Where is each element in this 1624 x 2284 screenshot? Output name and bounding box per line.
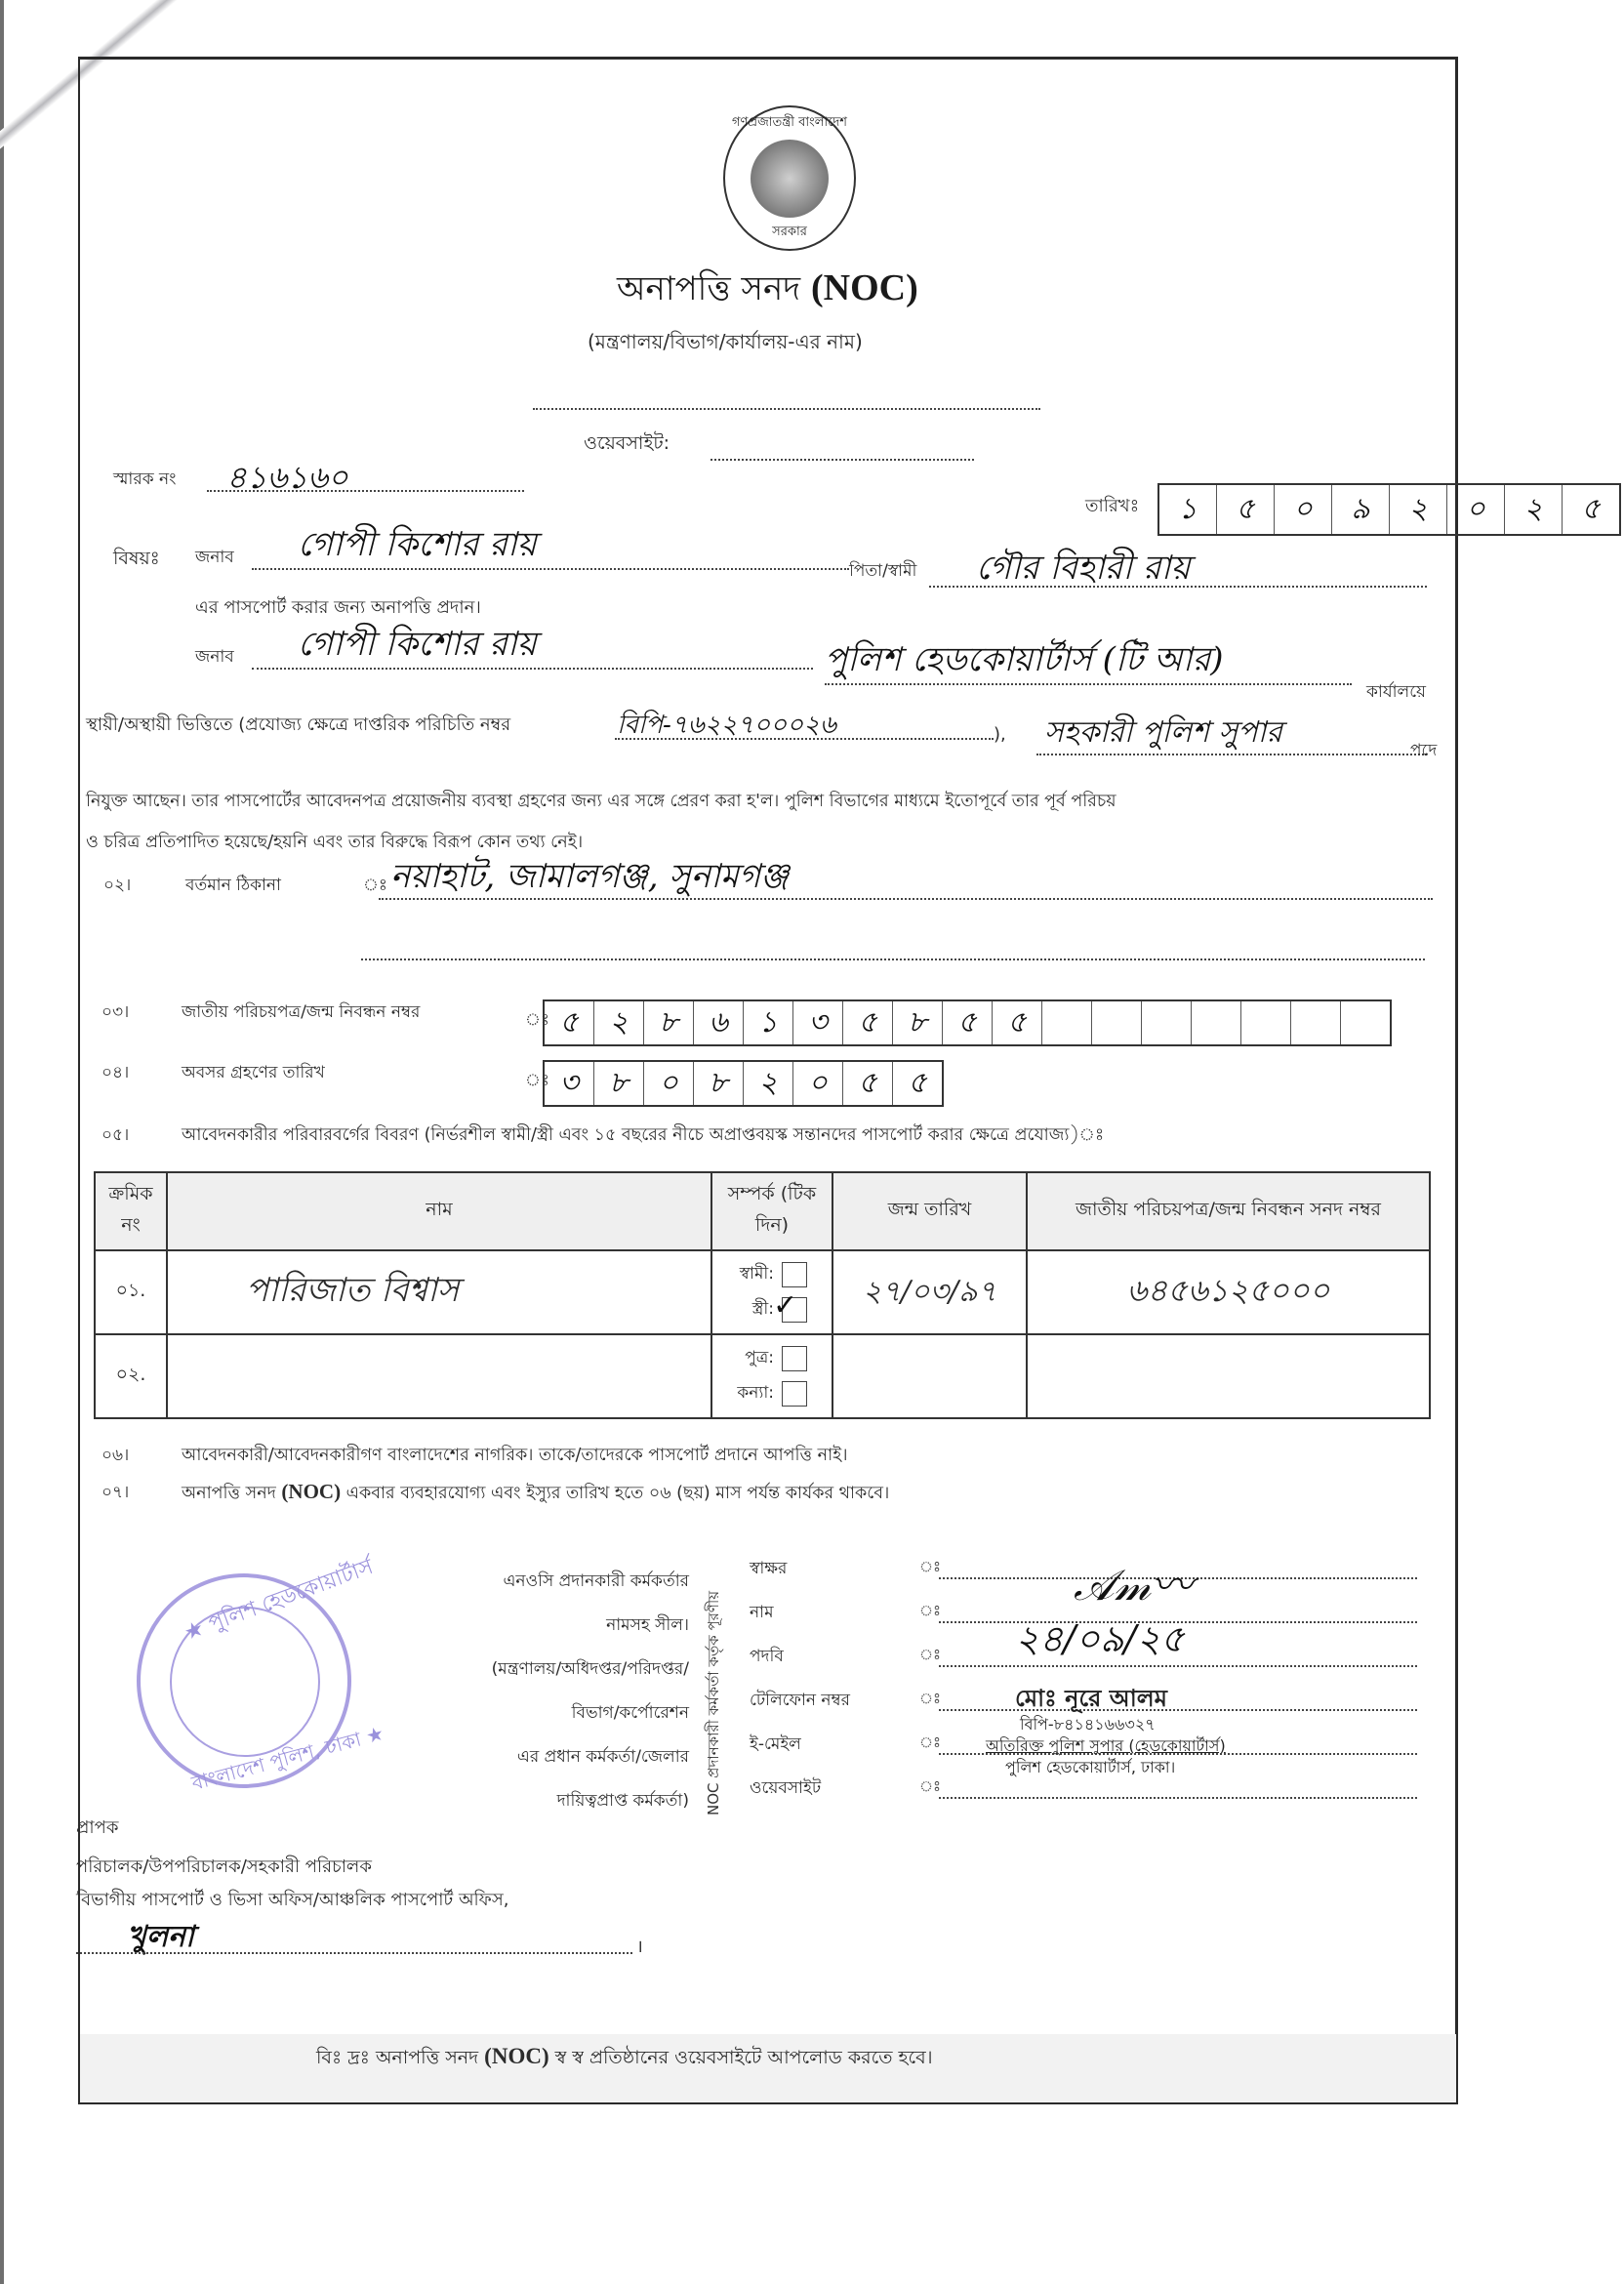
- date-label: তারিখঃ: [1085, 496, 1140, 516]
- retirement-digit-box[interactable]: ৩: [545, 1062, 594, 1105]
- table-row: [95, 1334, 1430, 1418]
- nid-digit-box[interactable]: ৫: [993, 1001, 1042, 1044]
- nid-num: ০৩।: [102, 1002, 130, 1022]
- daughter-checkbox[interactable]: [782, 1381, 807, 1407]
- body-paragraph: নিযুক্ত আছেন। তার পাসপোর্টের আবেদনপত্র প্রয়োজনীয় ব্যবস্থা গ্রহণের জন্য এর সঙ্গে প্রেরণ করা হ'ল। পুলিশ বিভাগের মাধ্যমে ইতোপূর্বে তার পূর্ব পরিচয়: [86, 792, 1116, 811]
- nid-digit-box[interactable]: [1142, 1001, 1192, 1044]
- validity-abbrev: (NOC): [281, 1480, 342, 1503]
- police-hq-stamp-icon: [137, 1554, 386, 1795]
- website-label: ওয়েবসাইট:: [584, 432, 670, 454]
- retirement-digit-box[interactable]: ৮: [594, 1062, 644, 1105]
- relation-label: স্ত্রী:: [751, 1299, 774, 1319]
- date-digit-box[interactable]: ২: [1505, 485, 1563, 534]
- validity-pre: অনাপত্তি সনদ: [182, 1484, 276, 1503]
- address-num: ০২।: [103, 876, 132, 895]
- scan-edge: [0, 0, 4, 2284]
- issuer-description-line: বিভাগ/কর্পোরেশন: [571, 1703, 689, 1723]
- citizenship-num: ০৬।: [102, 1446, 130, 1465]
- body-applicant-name[interactable]: গোপী কিশোর রায়: [298, 625, 537, 664]
- issuer-field-colon: ঃ: [919, 1777, 942, 1795]
- retirement-label: অবসর গ্রহণের তারিখ: [182, 1063, 325, 1082]
- website-field[interactable]: [710, 459, 974, 461]
- family-intro-text: আবেদনকারীর পরিবারবর্গের বিবরণ (নির্ভরশীল স্বামী/স্ত্রী এবং ১৫ বছরের নীচে অপ্রাপ্তবয়স্ক সন্তানদের পাসপোর্ট করার ক্ষেত্রে প্রযোজ্য)ঃ: [182, 1125, 1105, 1145]
- recipient-end: ।: [636, 1937, 643, 1957]
- memo-number[interactable]: ৪১৬১৬০: [226, 459, 348, 496]
- nid-digit-box[interactable]: [1291, 1001, 1341, 1044]
- husband-checkbox[interactable]: [782, 1262, 807, 1287]
- designation-suffix: পদে: [1410, 741, 1438, 760]
- issuer-field-label: পদবি: [750, 1647, 784, 1666]
- row-serial: ০১.: [95, 1250, 167, 1334]
- signature: 𝒜𝓂〰: [1074, 1561, 1194, 1611]
- validity-post: একবার ব্যবহারযোগ্য এবং ইস্যুর তারিখ হতে ০৬ (ছয়) মাস পর্যন্ত কার্যকর থাকবে।: [345, 1484, 890, 1503]
- date-digit-box[interactable]: ৫: [1217, 485, 1275, 534]
- row-serial: ০২.: [95, 1334, 167, 1418]
- issuer-field-label: নাম: [750, 1603, 774, 1622]
- official-id[interactable]: বিপি-৭৬২২৭০০০২৬: [617, 711, 836, 740]
- government-emblem-icon: [723, 105, 856, 251]
- retirement-digit-box[interactable]: ০: [793, 1062, 843, 1105]
- issuer-field-colon: ঃ: [919, 1733, 942, 1751]
- title-bangla: অনাপত্তি সনদ: [617, 269, 801, 308]
- row-dob[interactable]: [832, 1334, 1027, 1418]
- row-name[interactable]: পারিজাত বিশ্বাস: [167, 1250, 711, 1334]
- date-boxes[interactable]: [1157, 483, 1621, 536]
- nid-digit-box[interactable]: ৫: [843, 1001, 893, 1044]
- emblem-top-text: গণপ্রজাতন্ত্রী বাংলাদেশ: [732, 115, 847, 130]
- issuer-description-line: দায়িত্বপ্রাপ্ত কর্মকর্তা): [556, 1791, 689, 1811]
- validity-text: [182, 1480, 889, 1509]
- relation-husband: [713, 1257, 831, 1292]
- issuer-description-line: (মন্ত্রণালয়/অধিদপ্তর/পরিদপ্তর/: [491, 1659, 689, 1679]
- father-label: পিতা/স্বামী: [849, 561, 917, 581]
- footer-note-abbrev: (NOC): [484, 2044, 549, 2068]
- issuer-field-colon: ঃ: [919, 1602, 942, 1619]
- issuer-field-colon: ঃ: [919, 1690, 942, 1707]
- issuer-description-line: নামসহ সীল।: [606, 1615, 689, 1635]
- date-digit-box[interactable]: ০: [1447, 485, 1505, 534]
- son-checkbox[interactable]: [782, 1346, 807, 1371]
- address-value[interactable]: নয়াহাট, জামালগঞ্জ, সুনামগঞ্জ: [390, 857, 790, 896]
- page-title: [617, 264, 918, 319]
- address-second-line[interactable]: [361, 958, 1425, 960]
- retirement-digit-box[interactable]: ৫: [843, 1062, 893, 1105]
- stamp-bottom-text: বাংলাদেশ পুলিশ, ঢাকা ★: [188, 1721, 386, 1795]
- retirement-digit-box[interactable]: ২: [744, 1062, 793, 1105]
- checkmark-icon: ✓: [773, 1288, 798, 1323]
- mr-label: জনাব: [195, 548, 234, 567]
- recipient-line1: পরিচালক/উপপরিচালক/সহকারী পরিচালক: [76, 1856, 372, 1877]
- nid-label: জাতীয় পরিচয়পত্র/জন্ম নিবন্ধন নম্বর: [182, 1002, 421, 1022]
- nid-boxes[interactable]: [543, 999, 1392, 1046]
- designation[interactable]: সহকারী পুলিশ সুপার: [1044, 715, 1282, 750]
- close-paren: ),: [994, 724, 1006, 745]
- date-digit-box[interactable]: ১: [1159, 485, 1217, 534]
- issuer-description: [492, 1560, 689, 1823]
- relation-label: স্বামী:: [739, 1264, 774, 1284]
- issuer-description-line: এনওসি প্রদানকারী কর্মকর্তার: [503, 1571, 689, 1591]
- relation-wife: [713, 1288, 831, 1327]
- header-relation: সম্পর্ক (টিক দিন): [711, 1172, 832, 1250]
- family-table: [94, 1171, 1431, 1419]
- issuer-field-label: স্বাক্ষর: [750, 1559, 788, 1578]
- relation-label: পুত্র:: [745, 1348, 774, 1367]
- subject-label: বিষয়ঃ: [113, 548, 160, 569]
- nid-digit-box[interactable]: ২: [594, 1001, 644, 1044]
- address-label: বর্তমান ঠিকানা: [185, 876, 281, 895]
- header-nid: জাতীয় পরিচয়পত্র/জন্ম নিবন্ধন সনদ নম্বর: [1027, 1172, 1430, 1250]
- validity-num: ০৭।: [102, 1483, 130, 1502]
- row-nid[interactable]: [1027, 1334, 1430, 1418]
- recipient-line2: বিভাগীয় পাসপোর্ট ও ভিসা অফিস/আঞ্চলিক পাসপোর্ট অফিস,: [76, 1890, 509, 1910]
- header-name: নাম: [167, 1172, 711, 1250]
- row-relation: [711, 1334, 832, 1418]
- relation-son: [713, 1341, 831, 1376]
- citizenship-text: আবেদনকারী/আবেদনকারীগণ বাংলাদেশের নাগরিক। তাকে/তাদেরকে পাসপোর্ট প্রদানে আপত্তি নাই।: [182, 1446, 848, 1465]
- signature-date: ২৪/০৯/২৫: [1015, 1617, 1185, 1660]
- header-dob: জন্ম তারিখ: [832, 1172, 1027, 1250]
- date-digit-box[interactable]: ০: [1275, 485, 1332, 534]
- nid-digit-box[interactable]: ৮: [644, 1001, 694, 1044]
- retirement-colon: ঃ: [525, 1071, 549, 1090]
- applicant-name[interactable]: গোপী কিশোর রায়: [298, 525, 537, 564]
- relation-label: কন্যা:: [737, 1383, 774, 1403]
- retirement-num: ০৪।: [102, 1063, 130, 1082]
- ministry-name-field[interactable]: [533, 408, 1040, 410]
- nid-digit-box[interactable]: ৬: [694, 1001, 744, 1044]
- seal-designation: অতিরিক্ত পুলিশ সুপার (হেডকোয়ার্টার্স): [986, 1736, 1226, 1755]
- date-digit-box[interactable]: ৫: [1581, 491, 1601, 526]
- recipient-city[interactable]: খুলনা: [127, 1920, 194, 1954]
- row-relation: [711, 1250, 832, 1334]
- date-digit-box[interactable]: ৯: [1332, 485, 1390, 534]
- nid-digit-box[interactable]: [1092, 1001, 1142, 1044]
- issuer-field-input[interactable]: [939, 1709, 1417, 1711]
- retirement-digit-box[interactable]: ০: [644, 1062, 694, 1105]
- nid-digit-box[interactable]: ৫: [545, 1001, 594, 1044]
- family-table-header: [95, 1172, 1430, 1250]
- office-suffix: কার্যালয়ে: [1366, 682, 1427, 702]
- nid-digit-box[interactable]: ১: [744, 1001, 793, 1044]
- nid-digit-box[interactable]: [1042, 1001, 1092, 1044]
- retirement-digit-box[interactable]: ৫: [908, 1065, 927, 1100]
- table-row: [95, 1250, 1430, 1334]
- row-nid[interactable]: ৬৪৫৬১২৫০০০: [1027, 1250, 1430, 1334]
- relation-daughter: [713, 1376, 831, 1411]
- retirement-digit-box[interactable]: ৮: [694, 1062, 744, 1105]
- nid-digit-box[interactable]: ৩: [793, 1001, 843, 1044]
- father-name[interactable]: গৌর বিহারী রায়: [976, 549, 1191, 588]
- header-serial: ক্রমিক নং: [95, 1172, 167, 1250]
- footer-note: [316, 2044, 933, 2075]
- emblem-bottom-text: সরকার: [772, 224, 807, 239]
- nid-colon: ঃ: [525, 1010, 549, 1030]
- recipient-label: প্রাপক: [76, 1817, 119, 1838]
- issuer-field-label: টেলিফোন নম্বর: [750, 1691, 850, 1710]
- stamp-top-text: ★ পুলিশ হেডকোয়ার্টার্স: [181, 1554, 377, 1647]
- vertical-fill-label: NOC প্রদানকারী কর্মকর্তা কর্তৃক পূরণীয়: [705, 1590, 722, 1815]
- nid-digit-box[interactable]: [1192, 1001, 1241, 1044]
- nid-digit-box[interactable]: ৫: [943, 1001, 993, 1044]
- issuer-description-line: এর প্রধান কর্মকর্তা/জেলার: [516, 1747, 689, 1767]
- address-colon: ঃ: [363, 876, 387, 895]
- family-intro-num: ০৫।: [102, 1125, 130, 1145]
- nid-digit-box[interactable]: [1341, 1001, 1390, 1044]
- title-abbrev: (NOC): [810, 267, 918, 308]
- footer-note-post: স্ব স্ব প্রতিষ্ঠানের ওয়েবসাইটে আপলোড করতে হবে।: [554, 2047, 933, 2068]
- issuer-field-colon: ঃ: [919, 1558, 942, 1575]
- seal-office: পুলিশ হেডকোয়ার্টার্স, ঢাকা।: [1005, 1758, 1176, 1776]
- seal-id: বিপি-৮৪১৪১৬৬৩২৭: [1020, 1715, 1156, 1733]
- retirement-date-boxes[interactable]: [543, 1060, 944, 1107]
- wife-checkbox[interactable]: [773, 1288, 807, 1323]
- issuer-field-input[interactable]: [939, 1797, 1417, 1799]
- nid-digit-box[interactable]: [1241, 1001, 1291, 1044]
- recipient-dotline: [76, 1952, 632, 1954]
- body-mr-label: জনাব: [195, 647, 234, 667]
- purpose-text: এর পাসপোর্ট করার জন্য অনাপত্তি প্রদান।: [195, 597, 481, 618]
- body-paragraph-cont: ও চরিত্র প্রতিপাদিত হয়েছে/হয়নি এবং তার বিরুদ্ধে বিরূপ কোন তথ্য নেই।: [86, 833, 584, 852]
- issuer-field-label: ওয়েবসাইট: [750, 1778, 822, 1798]
- basis-text: স্থায়ী/অস্থায়ী ভিত্তিতে (প্রযোজ্য ক্ষেত্রে দাপ্তরিক পরিচিতি নম্বর: [86, 714, 511, 735]
- seal-name: মোঃ নূরে আলম: [1015, 1685, 1167, 1712]
- footer-note-pre: বিঃ দ্রঃ অনাপত্তি সনদ: [316, 2047, 479, 2068]
- issuer-field-label: ই-মেইল: [750, 1734, 801, 1754]
- office-name[interactable]: পুলিশ হেডকোয়ার্টার্স (টি আর): [825, 640, 1224, 679]
- issuer-field-colon: ঃ: [919, 1646, 942, 1663]
- nid-digit-box[interactable]: ৮: [893, 1001, 943, 1044]
- bangladesh-map-icon: [751, 140, 829, 218]
- row-name[interactable]: [167, 1334, 711, 1418]
- ministry-subtitle: (মন্ত্রণালয়/বিভাগ/কার্যালয়-এর নাম): [588, 330, 863, 353]
- date-digit-box[interactable]: ২: [1390, 485, 1447, 534]
- memo-label: স্মারক নং: [113, 469, 177, 489]
- row-dob[interactable]: ২৭/০৩/৯৭: [832, 1250, 1027, 1334]
